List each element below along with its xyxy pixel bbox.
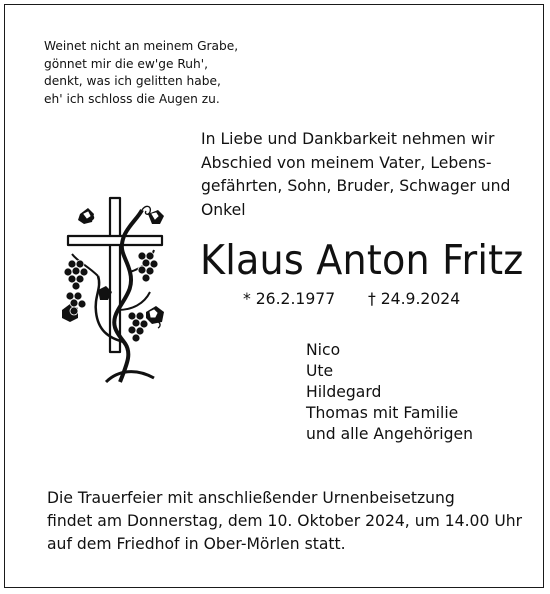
deceased-name: Klaus Anton Fritz bbox=[200, 236, 524, 284]
intro-text bbox=[201, 128, 511, 222]
poem-line: gönnet mir die ew'ge Ruh', bbox=[44, 56, 208, 71]
death-date: † 24.9.2024 bbox=[368, 290, 461, 308]
mourner: Ute bbox=[306, 362, 334, 380]
poem-line: Weinet nicht an meinem Grabe, bbox=[44, 39, 239, 53]
poem-verse bbox=[44, 38, 238, 108]
mourners-list bbox=[306, 340, 473, 445]
mourner: Hildegard bbox=[306, 383, 382, 401]
mourner: und alle Angehörigen bbox=[306, 425, 473, 443]
funeral-line: findet am Donnerstag, dem 10. Oktober 2024, um 14.00 Uhr bbox=[47, 512, 523, 530]
intro-line: Abschied von meinem Vater, Lebens- bbox=[201, 153, 492, 172]
poem-line: eh' ich schloss die Augen zu. bbox=[44, 91, 220, 106]
funeral-line: Die Trauerfeier mit anschließender Urnenbeisetzung bbox=[47, 489, 455, 507]
poem-line: denkt, was ich gelitten habe, bbox=[44, 74, 221, 88]
intro-line: In Liebe und Dankbarkeit nehmen wir bbox=[201, 130, 495, 148]
mourner: Nico bbox=[306, 341, 341, 359]
intro-line: Onkel bbox=[201, 200, 246, 219]
intro-line: gefährten, Sohn, Bruder, Schwager und bbox=[201, 177, 511, 195]
mourner: Thomas mit Familie bbox=[306, 404, 459, 422]
cross-with-vine-icon bbox=[58, 192, 174, 386]
funeral-line: auf dem Friedhof in Ober-Mörlen statt. bbox=[47, 535, 346, 553]
birth-date: * 26.2.1977 bbox=[243, 290, 336, 308]
funeral-notice bbox=[47, 487, 522, 556]
